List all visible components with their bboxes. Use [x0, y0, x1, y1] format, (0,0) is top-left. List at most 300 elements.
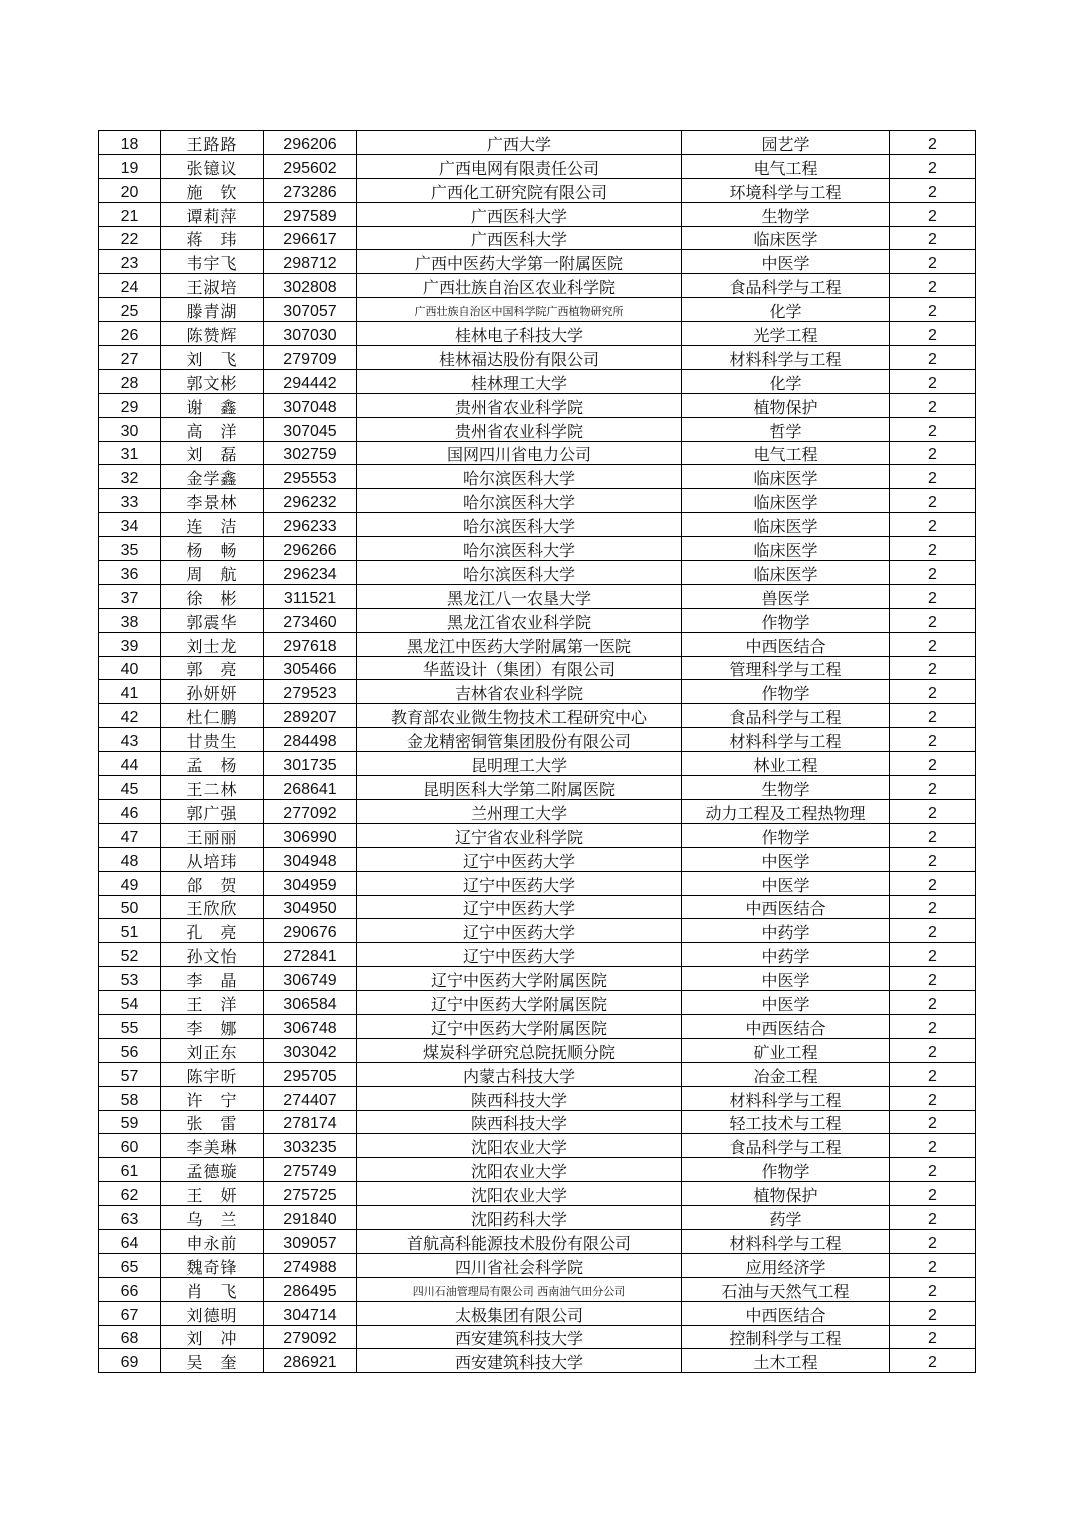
id-cell: 296206: [264, 131, 357, 155]
table-row: [99, 1134, 976, 1158]
row-number-cell: 58: [99, 1086, 161, 1110]
row-number-cell: 45: [99, 776, 161, 800]
id-cell: 274988: [264, 1253, 357, 1277]
count-cell: 2: [890, 1062, 976, 1086]
discipline-cell: 哲学: [682, 417, 890, 441]
name-cell: 滕青湖: [161, 298, 264, 322]
discipline-cell: 食品科学与工程: [682, 274, 890, 298]
row-number-cell: 18: [99, 131, 161, 155]
id-cell: 307045: [264, 417, 357, 441]
table-row: [99, 895, 976, 919]
institution-cell: 哈尔滨医科大学: [357, 465, 682, 489]
table-row: [99, 441, 976, 465]
table-row: [99, 1182, 976, 1206]
table-row: [99, 728, 976, 752]
name-cell: 高 洋: [161, 417, 264, 441]
id-cell: 303042: [264, 1038, 357, 1062]
institution-cell: 陕西科技大学: [357, 1086, 682, 1110]
row-number-cell: 46: [99, 799, 161, 823]
count-cell: 2: [890, 1014, 976, 1038]
id-cell: 275725: [264, 1182, 357, 1206]
id-cell: 279092: [264, 1325, 357, 1349]
discipline-cell: 石油与天然气工程: [682, 1277, 890, 1301]
table-body: [99, 131, 976, 1373]
id-cell: 306990: [264, 823, 357, 847]
id-cell: 306748: [264, 1014, 357, 1038]
count-cell: 2: [890, 632, 976, 656]
row-number-cell: 66: [99, 1277, 161, 1301]
id-cell: 277092: [264, 799, 357, 823]
discipline-cell: 中西医结合: [682, 895, 890, 919]
row-number-cell: 59: [99, 1110, 161, 1134]
institution-cell: 四川省社会科学院: [357, 1253, 682, 1277]
table-row: [99, 1277, 976, 1301]
institution-cell: 辽宁中医药大学: [357, 847, 682, 871]
row-number-cell: 56: [99, 1038, 161, 1062]
row-number-cell: 37: [99, 584, 161, 608]
row-number-cell: 23: [99, 250, 161, 274]
row-number-cell: 33: [99, 489, 161, 513]
count-cell: 2: [890, 561, 976, 585]
count-cell: 2: [890, 1301, 976, 1325]
name-cell: 孟德璇: [161, 1158, 264, 1182]
discipline-cell: 中西医结合: [682, 632, 890, 656]
institution-cell: 教育部农业微生物技术工程研究中心: [357, 704, 682, 728]
id-cell: 284498: [264, 728, 357, 752]
name-cell: 韦宇飞: [161, 250, 264, 274]
discipline-cell: 材料科学与工程: [682, 1229, 890, 1253]
id-cell: 301735: [264, 752, 357, 776]
table-row: [99, 608, 976, 632]
name-cell: 金学鑫: [161, 465, 264, 489]
row-number-cell: 41: [99, 680, 161, 704]
count-cell: 2: [890, 1110, 976, 1134]
discipline-cell: 控制科学与工程: [682, 1325, 890, 1349]
id-cell: 296232: [264, 489, 357, 513]
name-cell: 王路路: [161, 131, 264, 155]
table-row: [99, 1014, 976, 1038]
name-cell: 王淑培: [161, 274, 264, 298]
count-cell: 2: [890, 274, 976, 298]
name-cell: 孙文怡: [161, 943, 264, 967]
institution-cell: 内蒙古科技大学: [357, 1062, 682, 1086]
row-number-cell: 69: [99, 1349, 161, 1373]
count-cell: 2: [890, 369, 976, 393]
id-cell: 307030: [264, 322, 357, 346]
row-number-cell: 22: [99, 226, 161, 250]
table-row: [99, 704, 976, 728]
discipline-cell: 光学工程: [682, 322, 890, 346]
id-cell: 304950: [264, 895, 357, 919]
discipline-cell: 林业工程: [682, 752, 890, 776]
row-number-cell: 68: [99, 1325, 161, 1349]
table-row: [99, 1253, 976, 1277]
count-cell: 2: [890, 178, 976, 202]
name-cell: 孙妍妍: [161, 680, 264, 704]
institution-cell: 辽宁中医药大学附属医院: [357, 1014, 682, 1038]
discipline-cell: 药学: [682, 1206, 890, 1230]
discipline-cell: 应用经济学: [682, 1253, 890, 1277]
discipline-cell: 食品科学与工程: [682, 1134, 890, 1158]
institution-cell: 辽宁中医药大学附属医院: [357, 991, 682, 1015]
discipline-cell: 食品科学与工程: [682, 704, 890, 728]
name-cell: 郭 亮: [161, 656, 264, 680]
institution-cell: 昆明医科大学第二附属医院: [357, 776, 682, 800]
discipline-cell: 生物学: [682, 202, 890, 226]
count-cell: 2: [890, 513, 976, 537]
id-cell: 304948: [264, 847, 357, 871]
name-cell: 郭广强: [161, 799, 264, 823]
institution-cell: 首航高科能源技术股份有限公司: [357, 1229, 682, 1253]
id-cell: 303235: [264, 1134, 357, 1158]
id-cell: 275749: [264, 1158, 357, 1182]
name-cell: 陈宇昕: [161, 1062, 264, 1086]
name-cell: 郭文彬: [161, 369, 264, 393]
institution-cell: 辽宁中医药大学: [357, 895, 682, 919]
institution-cell: 国网四川省电力公司: [357, 441, 682, 465]
count-cell: 2: [890, 417, 976, 441]
table-row: [99, 776, 976, 800]
discipline-cell: 矿业工程: [682, 1038, 890, 1062]
table-row: [99, 131, 976, 155]
row-number-cell: 31: [99, 441, 161, 465]
table-row: [99, 202, 976, 226]
discipline-cell: 中西医结合: [682, 1014, 890, 1038]
count-cell: 2: [890, 489, 976, 513]
row-number-cell: 48: [99, 847, 161, 871]
discipline-cell: 临床医学: [682, 513, 890, 537]
row-number-cell: 55: [99, 1014, 161, 1038]
row-number-cell: 52: [99, 943, 161, 967]
table-row: [99, 537, 976, 561]
id-cell: 297618: [264, 632, 357, 656]
id-cell: 305466: [264, 656, 357, 680]
table-row: [99, 847, 976, 871]
institution-cell: 辽宁中医药大学: [357, 943, 682, 967]
row-number-cell: 54: [99, 991, 161, 1015]
row-number-cell: 19: [99, 154, 161, 178]
id-cell: 304714: [264, 1301, 357, 1325]
id-cell: 302759: [264, 441, 357, 465]
institution-cell: 广西医科大学: [357, 202, 682, 226]
table-row: [99, 393, 976, 417]
institution-cell: 广西电网有限责任公司: [357, 154, 682, 178]
table-row: [99, 1301, 976, 1325]
count-cell: 2: [890, 919, 976, 943]
id-cell: 302808: [264, 274, 357, 298]
id-cell: 311521: [264, 584, 357, 608]
row-number-cell: 50: [99, 895, 161, 919]
count-cell: 2: [890, 943, 976, 967]
table-row: [99, 919, 976, 943]
institution-cell: 黑龙江省农业科学院: [357, 608, 682, 632]
name-cell: 从培玮: [161, 847, 264, 871]
row-number-cell: 29: [99, 393, 161, 417]
discipline-cell: 作物学: [682, 1158, 890, 1182]
discipline-cell: 中医学: [682, 967, 890, 991]
institution-cell: 哈尔滨医科大学: [357, 537, 682, 561]
table-row: [99, 680, 976, 704]
name-cell: 施 钦: [161, 178, 264, 202]
discipline-cell: 中医学: [682, 991, 890, 1015]
table-row: [99, 417, 976, 441]
institution-cell: 昆明理工大学: [357, 752, 682, 776]
table-row: [99, 823, 976, 847]
id-cell: 304959: [264, 871, 357, 895]
discipline-cell: 环境科学与工程: [682, 178, 890, 202]
row-number-cell: 42: [99, 704, 161, 728]
discipline-cell: 生物学: [682, 776, 890, 800]
name-cell: 孟 杨: [161, 752, 264, 776]
name-cell: 周 航: [161, 561, 264, 585]
institution-cell: 广西中医药大学第一附属医院: [357, 250, 682, 274]
discipline-cell: 临床医学: [682, 561, 890, 585]
id-cell: 272841: [264, 943, 357, 967]
institution-cell: 辽宁中医药大学: [357, 919, 682, 943]
count-cell: 2: [890, 704, 976, 728]
id-cell: 286921: [264, 1349, 357, 1373]
count-cell: 2: [890, 1134, 976, 1158]
discipline-cell: 材料科学与工程: [682, 1086, 890, 1110]
id-cell: 296617: [264, 226, 357, 250]
count-cell: 2: [890, 847, 976, 871]
table-row: [99, 346, 976, 370]
institution-cell: 煤炭科学研究总院抚顺分院: [357, 1038, 682, 1062]
row-number-cell: 49: [99, 871, 161, 895]
count-cell: 2: [890, 680, 976, 704]
id-cell: 273460: [264, 608, 357, 632]
table-row: [99, 322, 976, 346]
row-number-cell: 40: [99, 656, 161, 680]
name-cell: 连 洁: [161, 513, 264, 537]
table-row: [99, 1062, 976, 1086]
id-cell: 286495: [264, 1277, 357, 1301]
count-cell: 2: [890, 991, 976, 1015]
row-number-cell: 38: [99, 608, 161, 632]
id-cell: 274407: [264, 1086, 357, 1110]
row-number-cell: 43: [99, 728, 161, 752]
discipline-cell: 临床医学: [682, 226, 890, 250]
table-row: [99, 752, 976, 776]
id-cell: 295602: [264, 154, 357, 178]
discipline-cell: 化学: [682, 369, 890, 393]
name-cell: 王丽丽: [161, 823, 264, 847]
name-cell: 刘德明: [161, 1301, 264, 1325]
discipline-cell: 中医学: [682, 250, 890, 274]
count-cell: 2: [890, 346, 976, 370]
institution-cell: 广西化工研究院有限公司: [357, 178, 682, 202]
row-number-cell: 60: [99, 1134, 161, 1158]
row-number-cell: 27: [99, 346, 161, 370]
name-cell: 陈赞辉: [161, 322, 264, 346]
id-cell: 279523: [264, 680, 357, 704]
institution-cell: 桂林福达股份有限公司: [357, 346, 682, 370]
discipline-cell: 化学: [682, 298, 890, 322]
count-cell: 2: [890, 1038, 976, 1062]
table-row: [99, 871, 976, 895]
institution-cell: 黑龙江中医药大学附属第一医院: [357, 632, 682, 656]
row-number-cell: 62: [99, 1182, 161, 1206]
count-cell: 2: [890, 895, 976, 919]
count-cell: 2: [890, 1182, 976, 1206]
name-cell: 蒋 玮: [161, 226, 264, 250]
institution-cell: 沈阳药科大学: [357, 1206, 682, 1230]
table-row: [99, 154, 976, 178]
table-row: [99, 1349, 976, 1373]
row-number-cell: 20: [99, 178, 161, 202]
name-cell: 李美琳: [161, 1134, 264, 1158]
name-cell: 郭震华: [161, 608, 264, 632]
id-cell: 297589: [264, 202, 357, 226]
name-cell: 刘 磊: [161, 441, 264, 465]
id-cell: 295553: [264, 465, 357, 489]
table-row: [99, 465, 976, 489]
row-number-cell: 25: [99, 298, 161, 322]
count-cell: 2: [890, 441, 976, 465]
row-number-cell: 21: [99, 202, 161, 226]
institution-cell: 太极集团有限公司: [357, 1301, 682, 1325]
name-cell: 李景林: [161, 489, 264, 513]
discipline-cell: 临床医学: [682, 465, 890, 489]
name-cell: 李 娜: [161, 1014, 264, 1038]
table-row: [99, 1038, 976, 1062]
institution-cell: 广西壮族自治区农业科学院: [357, 274, 682, 298]
table-row: [99, 513, 976, 537]
row-number-cell: 30: [99, 417, 161, 441]
row-number-cell: 34: [99, 513, 161, 537]
table-row: [99, 226, 976, 250]
count-cell: 2: [890, 776, 976, 800]
row-number-cell: 64: [99, 1229, 161, 1253]
name-cell: 肖 飞: [161, 1277, 264, 1301]
name-cell: 孔 亮: [161, 919, 264, 943]
discipline-cell: 材料科学与工程: [682, 728, 890, 752]
id-cell: 291840: [264, 1206, 357, 1230]
count-cell: 2: [890, 202, 976, 226]
id-cell: 307048: [264, 393, 357, 417]
institution-cell: 贵州省农业科学院: [357, 393, 682, 417]
table-row: [99, 632, 976, 656]
institution-cell: 广西大学: [357, 131, 682, 155]
table-row: [99, 274, 976, 298]
discipline-cell: 材料科学与工程: [682, 346, 890, 370]
row-number-cell: 28: [99, 369, 161, 393]
count-cell: 2: [890, 537, 976, 561]
institution-cell: 辽宁中医药大学附属医院: [357, 967, 682, 991]
institution-cell: 哈尔滨医科大学: [357, 561, 682, 585]
institution-cell: 陕西科技大学: [357, 1110, 682, 1134]
institution-cell: 辽宁省农业科学院: [357, 823, 682, 847]
id-cell: 296266: [264, 537, 357, 561]
table-row: [99, 1229, 976, 1253]
table-row: [99, 967, 976, 991]
row-number-cell: 67: [99, 1301, 161, 1325]
name-cell: 许 宁: [161, 1086, 264, 1110]
id-cell: 295705: [264, 1062, 357, 1086]
id-cell: 290676: [264, 919, 357, 943]
institution-cell: 哈尔滨医科大学: [357, 513, 682, 537]
row-number-cell: 36: [99, 561, 161, 585]
count-cell: 2: [890, 752, 976, 776]
institution-cell: 华蓝设计（集团）有限公司: [357, 656, 682, 680]
table-row: [99, 178, 976, 202]
count-cell: 2: [890, 1349, 976, 1373]
id-cell: 273286: [264, 178, 357, 202]
id-cell: 268641: [264, 776, 357, 800]
count-cell: 2: [890, 871, 976, 895]
id-cell: 279709: [264, 346, 357, 370]
discipline-cell: 临床医学: [682, 537, 890, 561]
discipline-cell: 植物保护: [682, 393, 890, 417]
name-cell: 刘正东: [161, 1038, 264, 1062]
name-cell: 张 雷: [161, 1110, 264, 1134]
row-number-cell: 35: [99, 537, 161, 561]
count-cell: 2: [890, 154, 976, 178]
count-cell: 2: [890, 728, 976, 752]
table-row: [99, 1110, 976, 1134]
row-number-cell: 26: [99, 322, 161, 346]
table-row: [99, 1325, 976, 1349]
discipline-cell: 作物学: [682, 823, 890, 847]
discipline-cell: 电气工程: [682, 154, 890, 178]
count-cell: 2: [890, 1277, 976, 1301]
name-cell: 刘士龙: [161, 632, 264, 656]
discipline-cell: 动力工程及工程热物理: [682, 799, 890, 823]
institution-cell: 广西医科大学: [357, 226, 682, 250]
discipline-cell: 园艺学: [682, 131, 890, 155]
id-cell: 296233: [264, 513, 357, 537]
table-row: [99, 1158, 976, 1182]
discipline-cell: 土木工程: [682, 1349, 890, 1373]
count-cell: 2: [890, 250, 976, 274]
id-cell: 298712: [264, 250, 357, 274]
institution-cell: 哈尔滨医科大学: [357, 489, 682, 513]
table-row: [99, 991, 976, 1015]
discipline-cell: 中医学: [682, 871, 890, 895]
name-cell: 王欣欣: [161, 895, 264, 919]
id-cell: 306584: [264, 991, 357, 1015]
name-cell: 魏奇锋: [161, 1253, 264, 1277]
count-cell: 2: [890, 393, 976, 417]
table-row: [99, 943, 976, 967]
row-number-cell: 51: [99, 919, 161, 943]
discipline-cell: 临床医学: [682, 489, 890, 513]
table-row: [99, 1206, 976, 1230]
count-cell: 2: [890, 1325, 976, 1349]
count-cell: 2: [890, 131, 976, 155]
table-row: [99, 561, 976, 585]
discipline-cell: 管理科学与工程: [682, 656, 890, 680]
name-cell: 李 晶: [161, 967, 264, 991]
table-row: [99, 489, 976, 513]
name-cell: 徐 彬: [161, 584, 264, 608]
count-cell: 2: [890, 226, 976, 250]
institution-cell: 桂林电子科技大学: [357, 322, 682, 346]
discipline-cell: 轻工技术与工程: [682, 1110, 890, 1134]
discipline-cell: 中西医结合: [682, 1301, 890, 1325]
id-cell: 289207: [264, 704, 357, 728]
name-cell: 吴 奎: [161, 1349, 264, 1373]
count-cell: 2: [890, 1158, 976, 1182]
name-cell: 杜仁鹏: [161, 704, 264, 728]
row-number-cell: 61: [99, 1158, 161, 1182]
row-number-cell: 63: [99, 1206, 161, 1230]
discipline-cell: 作物学: [682, 608, 890, 632]
row-number-cell: 57: [99, 1062, 161, 1086]
name-cell: 刘 冲: [161, 1325, 264, 1349]
discipline-cell: 作物学: [682, 680, 890, 704]
count-cell: 2: [890, 967, 976, 991]
